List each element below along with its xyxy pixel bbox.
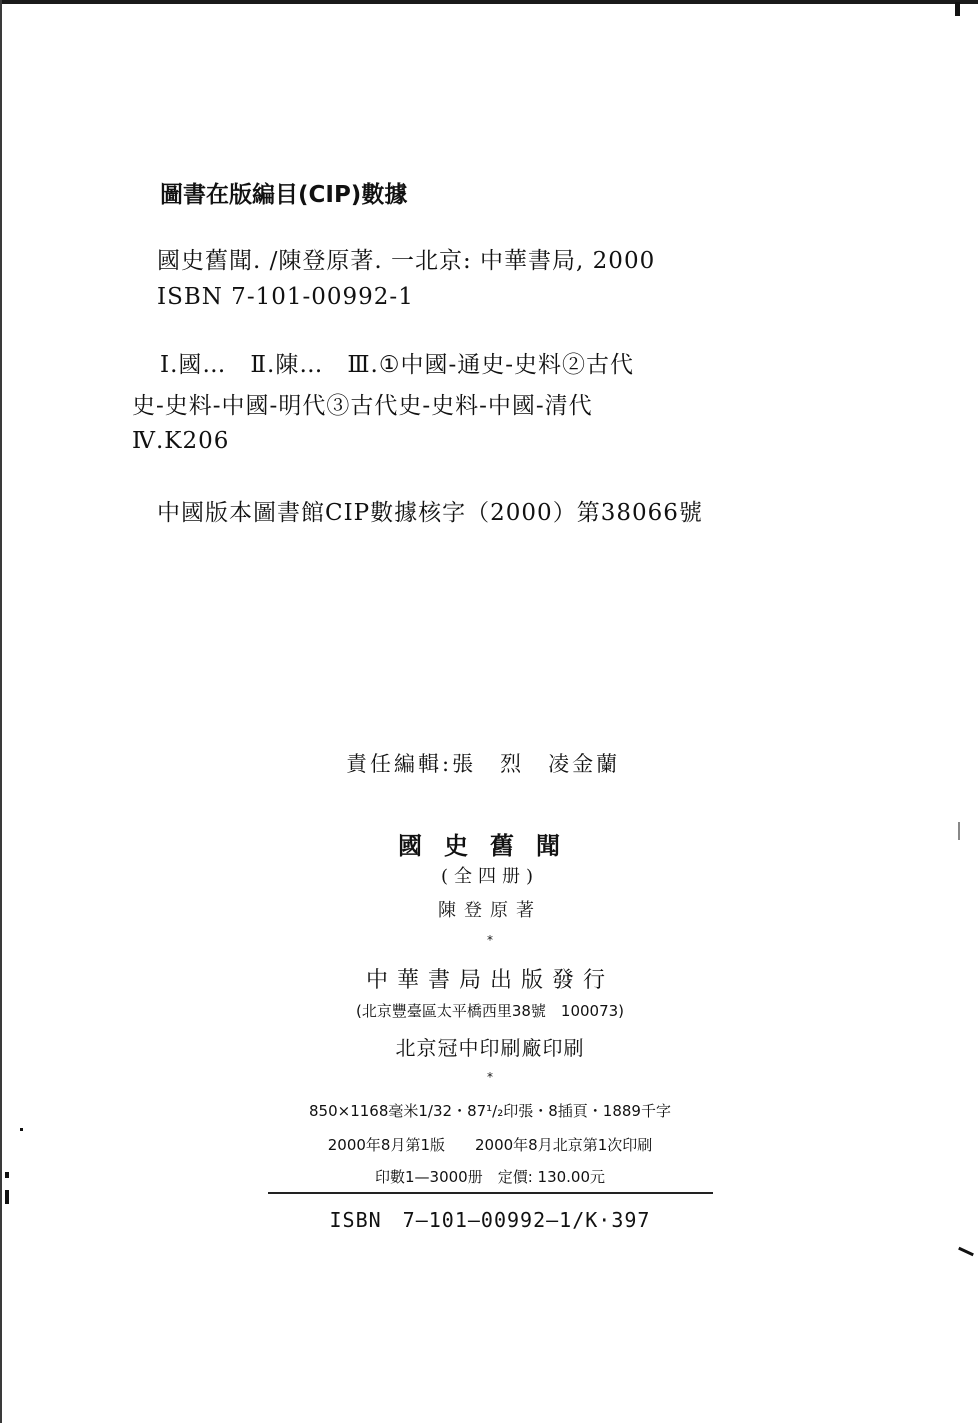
cip-subject-line-1: Ⅰ.國… Ⅱ.陳… Ⅲ.①中國-通史-史料②古代 xyxy=(160,352,634,378)
book-author: 陳登原著 xyxy=(438,900,542,921)
separator-star: * xyxy=(487,1070,493,1084)
scan-speck xyxy=(5,1172,9,1178)
print-run-price: 印數1—3000册 定價: 130.00元 xyxy=(374,1168,606,1186)
scan-speck xyxy=(5,1190,9,1204)
book-title: 國史舊聞 xyxy=(398,832,582,860)
scan-speck xyxy=(958,1247,974,1256)
cip-verification-line: 中國版本圖書館CIP數據核字（2000）第38066號 xyxy=(157,500,703,526)
page-top-edge xyxy=(0,0,978,4)
isbn-footer: ISBN 7—101—00992—1/K·397 xyxy=(329,1208,651,1232)
colophon-rule xyxy=(268,1192,713,1194)
cip-heading: 圖書在版編目(CIP)數據 xyxy=(160,182,408,208)
cip-title-line: 國史舊聞. /陳登原著. 一北京: 中華書局, 2000 xyxy=(157,248,656,274)
cip-subject-line-2: 史-史料-中國-明代③古代史-史料-中國-清代 xyxy=(132,393,593,419)
cip-classification-line: Ⅳ.K206 xyxy=(132,428,230,454)
responsible-editors: 責任編輯:張 烈 凌金蘭 xyxy=(346,752,621,776)
scan-speck xyxy=(955,2,960,16)
page-left-edge xyxy=(0,0,2,1423)
scan-speck xyxy=(20,1128,23,1131)
scan-speck xyxy=(958,822,960,840)
book-specifications: 850×1168毫米1/32・87¹/₂印張・8插頁・1889千字 xyxy=(309,1102,671,1120)
cip-isbn-line: ISBN 7-101-00992-1 xyxy=(157,284,414,310)
printer: 北京冠中印刷廠印刷 xyxy=(395,1036,585,1060)
edition-info: 2000年8月第1版 2000年8月北京第1次印刷 xyxy=(327,1136,653,1154)
publisher: 中華書局出版發行 xyxy=(365,968,614,993)
publisher-address: (北京豐臺區太平橋西里38號 100073) xyxy=(355,1002,625,1020)
separator-star: * xyxy=(487,933,493,947)
book-volumes: (全四册) xyxy=(440,866,540,887)
